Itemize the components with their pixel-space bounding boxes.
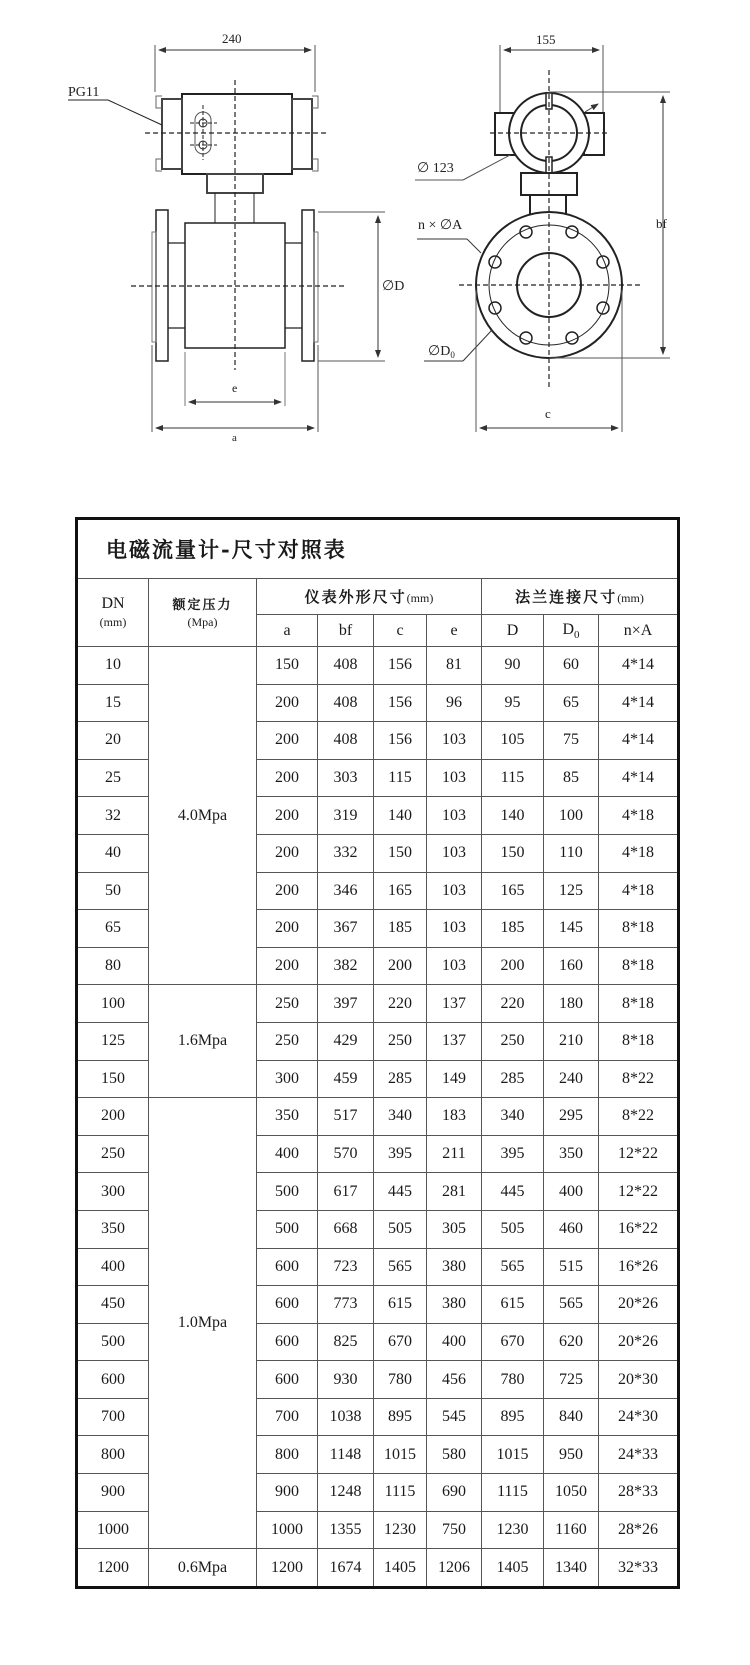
table-row: [77, 647, 679, 685]
cell-dn: 32: [77, 797, 149, 835]
bolt-circle-label-main: ∅D: [428, 344, 451, 359]
cell-D0: 1160: [544, 1511, 599, 1549]
table-row: [77, 985, 679, 1023]
cell-e: 545: [427, 1398, 482, 1436]
dimension-table: [75, 517, 680, 1589]
dim-D-label: ∅D: [382, 279, 405, 294]
cell-dn: 450: [77, 1286, 149, 1324]
cell-e: 103: [427, 947, 482, 985]
cell-a: 300: [257, 1060, 318, 1098]
cell-nA: 28*33: [599, 1474, 679, 1512]
cell-nA: 4*14: [599, 647, 679, 685]
cell-c: 1015: [374, 1436, 427, 1474]
cell-c: 1230: [374, 1511, 427, 1549]
cell-c: 185: [374, 910, 427, 948]
cell-c: 115: [374, 759, 427, 797]
cell-c: 156: [374, 684, 427, 722]
cell-c: 780: [374, 1361, 427, 1399]
cell-e: 580: [427, 1436, 482, 1474]
table-row: [77, 1549, 679, 1588]
cell-bf: 303: [318, 759, 374, 797]
cell-bf: 382: [318, 947, 374, 985]
header-a: a: [257, 615, 318, 647]
header-D0: [544, 615, 599, 647]
cell-nA: 4*18: [599, 872, 679, 910]
cell-D0: 620: [544, 1323, 599, 1361]
dim-155-label: 155: [536, 32, 556, 47]
cell-D0: 240: [544, 1060, 599, 1098]
cell-a: 250: [257, 1022, 318, 1060]
cell-a: 700: [257, 1398, 318, 1436]
cell-D0: 1050: [544, 1474, 599, 1512]
cell-D: 1230: [482, 1511, 544, 1549]
cell-a: 400: [257, 1135, 318, 1173]
cell-a: 600: [257, 1286, 318, 1324]
cell-D: 165: [482, 872, 544, 910]
header-nA: n×A: [599, 615, 679, 647]
cell-dn: 80: [77, 947, 149, 985]
cell-a: 600: [257, 1248, 318, 1286]
header-pressure-unit: (Mpa): [187, 615, 218, 629]
cell-nA: 28*26: [599, 1511, 679, 1549]
bolt-circle-label: [428, 344, 455, 360]
cell-bf: 930: [318, 1361, 374, 1399]
bolt-holes-label: n × ∅A: [418, 218, 463, 233]
header-meter-unit: (mm): [406, 591, 434, 605]
cell-e: 103: [427, 910, 482, 948]
cell-bf: 1674: [318, 1549, 374, 1588]
cell-D0: 125: [544, 872, 599, 910]
cell-nA: 24*33: [599, 1436, 679, 1474]
cell-c: 156: [374, 647, 427, 685]
cell-D: 220: [482, 985, 544, 1023]
cell-bf: 332: [318, 834, 374, 872]
cell-D: 200: [482, 947, 544, 985]
header-D0-label: D: [562, 620, 575, 638]
dim-c-label: c: [545, 406, 551, 421]
cell-pressure: 0.6Mpa: [149, 1549, 257, 1588]
cell-c: 220: [374, 985, 427, 1023]
header-flange-unit: (mm): [617, 591, 644, 605]
cell-D: 115: [482, 759, 544, 797]
cell-nA: 16*22: [599, 1210, 679, 1248]
cell-D0: 75: [544, 722, 599, 760]
cell-a: 150: [257, 647, 318, 685]
cell-dn: 400: [77, 1248, 149, 1286]
dim-a-label: a: [232, 432, 237, 444]
cell-dn: 10: [77, 647, 149, 685]
cell-dn: 150: [77, 1060, 149, 1098]
cell-dn: 100: [77, 985, 149, 1023]
cell-e: 456: [427, 1361, 482, 1399]
cell-e: 211: [427, 1135, 482, 1173]
header-flange-label: 法兰连接尺寸: [515, 588, 618, 606]
cell-c: 285: [374, 1060, 427, 1098]
cell-a: 500: [257, 1173, 318, 1211]
cell-nA: 8*18: [599, 985, 679, 1023]
cell-bf: 1355: [318, 1511, 374, 1549]
cell-a: 350: [257, 1098, 318, 1136]
header-pressure-label: 额定压力: [172, 598, 233, 613]
cell-D: 1115: [482, 1474, 544, 1512]
cell-c: 670: [374, 1323, 427, 1361]
cell-c: 165: [374, 872, 427, 910]
cell-a: 200: [257, 872, 318, 910]
front-view: [68, 45, 385, 432]
cell-e: 690: [427, 1474, 482, 1512]
cell-c: 895: [374, 1398, 427, 1436]
cell-c: 505: [374, 1210, 427, 1248]
cell-D: 90: [482, 647, 544, 685]
cell-nA: 8*18: [599, 947, 679, 985]
side-view: [415, 45, 670, 432]
cell-c: 445: [374, 1173, 427, 1211]
cell-nA: 8*22: [599, 1098, 679, 1136]
cell-nA: 4*18: [599, 797, 679, 835]
cell-nA: 4*14: [599, 684, 679, 722]
cell-c: 1115: [374, 1474, 427, 1512]
cell-nA: 24*30: [599, 1398, 679, 1436]
cell-dn: 15: [77, 684, 149, 722]
cell-a: 200: [257, 910, 318, 948]
cell-c: 200: [374, 947, 427, 985]
cell-bf: 408: [318, 722, 374, 760]
header-pressure: [149, 579, 257, 647]
header-D: D: [482, 615, 544, 647]
header-e: e: [427, 615, 482, 647]
cell-D: 615: [482, 1286, 544, 1324]
cell-bf: 570: [318, 1135, 374, 1173]
cell-e: 281: [427, 1173, 482, 1211]
cell-nA: 4*14: [599, 722, 679, 760]
cell-a: 1000: [257, 1511, 318, 1549]
cell-e: 103: [427, 722, 482, 760]
cell-bf: 1248: [318, 1474, 374, 1512]
cell-D0: 60: [544, 647, 599, 685]
pg11-label: PG11: [68, 85, 100, 100]
cell-nA: 12*22: [599, 1135, 679, 1173]
cell-a: 800: [257, 1436, 318, 1474]
cell-bf: 429: [318, 1022, 374, 1060]
cell-D0: 65: [544, 684, 599, 722]
cell-D: 1405: [482, 1549, 544, 1588]
cell-a: 1200: [257, 1549, 318, 1588]
cell-D0: 350: [544, 1135, 599, 1173]
cell-e: 380: [427, 1286, 482, 1324]
cell-bf: 1038: [318, 1398, 374, 1436]
cell-D0: 725: [544, 1361, 599, 1399]
cell-e: 103: [427, 872, 482, 910]
cell-D0: 565: [544, 1286, 599, 1324]
dim-e-label: e: [232, 381, 238, 395]
cell-bf: 723: [318, 1248, 374, 1286]
header-c: c: [374, 615, 427, 647]
cell-pressure: 1.6Mpa: [149, 985, 257, 1098]
cell-nA: 32*33: [599, 1549, 679, 1588]
cell-dn: 40: [77, 834, 149, 872]
cell-a: 600: [257, 1361, 318, 1399]
header-bf: bf: [318, 615, 374, 647]
cell-e: 96: [427, 684, 482, 722]
cell-dn: 1200: [77, 1549, 149, 1588]
cell-D: 395: [482, 1135, 544, 1173]
cell-bf: 459: [318, 1060, 374, 1098]
cell-D: 445: [482, 1173, 544, 1211]
header-meter-label: 仪表外形尺寸: [304, 588, 407, 606]
cell-D0: 180: [544, 985, 599, 1023]
cell-bf: 408: [318, 647, 374, 685]
header-flange-dimensions: [482, 579, 679, 615]
cell-e: 380: [427, 1248, 482, 1286]
table-row: [77, 1098, 679, 1136]
cell-D: 105: [482, 722, 544, 760]
cell-D0: 515: [544, 1248, 599, 1286]
cell-c: 565: [374, 1248, 427, 1286]
cell-c: 150: [374, 834, 427, 872]
header-dn: [77, 579, 149, 647]
cell-a: 200: [257, 834, 318, 872]
cell-nA: 20*26: [599, 1323, 679, 1361]
header-dn-unit: (mm): [99, 614, 127, 629]
cell-bf: 1148: [318, 1436, 374, 1474]
cell-D: 895: [482, 1398, 544, 1436]
header-meter-dimensions: [257, 579, 482, 615]
cell-bf: 617: [318, 1173, 374, 1211]
cell-bf: 397: [318, 985, 374, 1023]
cell-a: 600: [257, 1323, 318, 1361]
cell-e: 305: [427, 1210, 482, 1248]
bolt-circle-label-sub: 0: [450, 350, 455, 360]
table-title: 电磁流量计-尺寸对照表: [77, 519, 679, 579]
cell-D: 1015: [482, 1436, 544, 1474]
cell-nA: 8*18: [599, 910, 679, 948]
cell-e: 750: [427, 1511, 482, 1549]
cell-e: 103: [427, 797, 482, 835]
cell-D0: 950: [544, 1436, 599, 1474]
cell-a: 200: [257, 947, 318, 985]
cell-c: 615: [374, 1286, 427, 1324]
cell-D: 250: [482, 1022, 544, 1060]
cell-D0: 100: [544, 797, 599, 835]
cell-nA: 12*22: [599, 1173, 679, 1211]
cell-e: 137: [427, 1022, 482, 1060]
cell-e: 1206: [427, 1549, 482, 1588]
cell-D: 185: [482, 910, 544, 948]
cell-c: 156: [374, 722, 427, 760]
cell-D: 340: [482, 1098, 544, 1136]
cell-dn: 600: [77, 1361, 149, 1399]
cell-nA: 4*14: [599, 759, 679, 797]
cell-a: 200: [257, 759, 318, 797]
dim-240-label: 240: [222, 31, 242, 46]
cell-D0: 145: [544, 910, 599, 948]
cell-D0: 160: [544, 947, 599, 985]
cell-nA: 8*18: [599, 1022, 679, 1060]
cell-nA: 20*30: [599, 1361, 679, 1399]
cell-D0: 840: [544, 1398, 599, 1436]
dim-bf-label: bf: [656, 216, 667, 231]
cell-c: 1405: [374, 1549, 427, 1588]
cell-dn: 700: [77, 1398, 149, 1436]
cell-c: 340: [374, 1098, 427, 1136]
cell-e: 183: [427, 1098, 482, 1136]
header-D0-sub: 0: [574, 628, 580, 641]
header-dn-label: DN: [101, 594, 125, 612]
cell-D: 95: [482, 684, 544, 722]
cell-D0: 110: [544, 834, 599, 872]
cell-e: 103: [427, 759, 482, 797]
cell-D: 505: [482, 1210, 544, 1248]
cell-nA: 4*18: [599, 834, 679, 872]
cell-e: 400: [427, 1323, 482, 1361]
cell-dn: 50: [77, 872, 149, 910]
cell-D: 150: [482, 834, 544, 872]
cell-D0: 1340: [544, 1549, 599, 1588]
cell-dn: 200: [77, 1098, 149, 1136]
cell-dn: 1000: [77, 1511, 149, 1549]
cell-dn: 800: [77, 1436, 149, 1474]
cell-bf: 773: [318, 1286, 374, 1324]
cell-a: 200: [257, 797, 318, 835]
cell-e: 81: [427, 647, 482, 685]
cell-dn: 300: [77, 1173, 149, 1211]
dimension-drawing: [0, 0, 750, 470]
cell-a: 500: [257, 1210, 318, 1248]
cell-D: 670: [482, 1323, 544, 1361]
cell-pressure: 4.0Mpa: [149, 647, 257, 985]
cell-pressure: 1.0Mpa: [149, 1098, 257, 1549]
cell-D0: 210: [544, 1022, 599, 1060]
cell-bf: 517: [318, 1098, 374, 1136]
cell-D0: 85: [544, 759, 599, 797]
cell-e: 137: [427, 985, 482, 1023]
cell-nA: 16*26: [599, 1248, 679, 1286]
cell-D0: 400: [544, 1173, 599, 1211]
cell-D: 285: [482, 1060, 544, 1098]
cell-dn: 350: [77, 1210, 149, 1248]
cell-dn: 25: [77, 759, 149, 797]
cell-bf: 825: [318, 1323, 374, 1361]
cell-a: 200: [257, 722, 318, 760]
cell-e: 103: [427, 834, 482, 872]
cell-c: 140: [374, 797, 427, 835]
cell-nA: 20*26: [599, 1286, 679, 1324]
cell-bf: 319: [318, 797, 374, 835]
cell-bf: 346: [318, 872, 374, 910]
cell-a: 900: [257, 1474, 318, 1512]
cell-dn: 900: [77, 1474, 149, 1512]
cell-dn: 500: [77, 1323, 149, 1361]
cell-a: 250: [257, 985, 318, 1023]
cell-dn: 65: [77, 910, 149, 948]
cell-bf: 668: [318, 1210, 374, 1248]
cell-nA: 8*22: [599, 1060, 679, 1098]
housing-diameter-label: ∅ 123: [417, 161, 454, 176]
cell-c: 395: [374, 1135, 427, 1173]
cell-dn: 20: [77, 722, 149, 760]
table-body: [77, 647, 679, 1588]
cell-D0: 295: [544, 1098, 599, 1136]
cell-dn: 250: [77, 1135, 149, 1173]
cell-dn: 125: [77, 1022, 149, 1060]
cell-D: 565: [482, 1248, 544, 1286]
cell-a: 200: [257, 684, 318, 722]
cell-D0: 460: [544, 1210, 599, 1248]
cell-bf: 408: [318, 684, 374, 722]
cell-D: 140: [482, 797, 544, 835]
cell-D: 780: [482, 1361, 544, 1399]
cell-c: 250: [374, 1022, 427, 1060]
cell-e: 149: [427, 1060, 482, 1098]
cell-bf: 367: [318, 910, 374, 948]
